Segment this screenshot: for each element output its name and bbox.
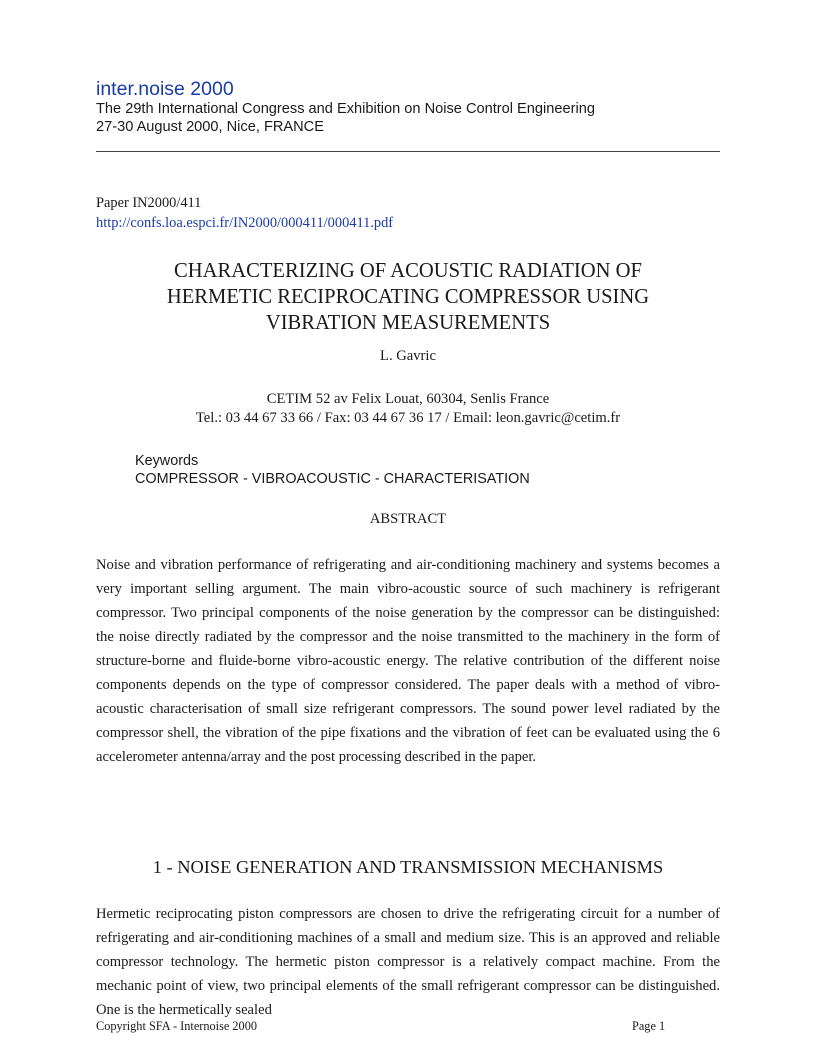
- affiliation-contact: Tel.: 03 44 67 33 66 / Fax: 03 44 67 36 17 / Email: leon.gavric@cetim.fr: [195, 410, 621, 426]
- affiliation: [96, 390, 720, 428]
- paper-title: [96, 258, 720, 336]
- keywords-label: Keywords: [135, 453, 199, 469]
- author: L. Gavric: [380, 348, 436, 364]
- title-line: CHARACTERIZING OF ACOUSTIC RADIATION OF: [174, 260, 642, 282]
- abstract-text: Noise and vibration performance of refrigerating and air-conditioning machinery and systems becomes a very important selling argument. The main vibro-acoustic source of such machinery is refrigerant compressor. Two principal components of the noise generation by the compressor can be distinguished: the noise directly radiated by the compressor and the noise transmitted to the machinery in the form of structure-borne and fluide-borne vibro-acoustic energy. The relative contribution of the different noise components depends on the type of compressor considered. The paper deals with a method of vibro-acoustic characterisation of small size refrigerant compressors. The sound power level radiated by the compressor shell, the vibration of the pipe fixations and the vibration of feet can be evaluated using the 6 accelerometer antenna/array and the post processing described in the paper.: [96, 557, 720, 765]
- congress-title: The 29th International Congress and Exhibition on Noise Control Engineering: [96, 101, 595, 117]
- footer-page-number: Page 1: [632, 1019, 666, 1033]
- header-divider: [96, 151, 720, 152]
- conference-header: [96, 78, 720, 136]
- conference-dates: 27-30 August 2000, Nice, FRANCE: [96, 119, 324, 135]
- keywords: [135, 452, 530, 488]
- footer-copyright: Copyright SFA - Internoise 2000: [96, 1019, 257, 1033]
- title-line: VIBRATION MEASUREMENTS: [265, 312, 551, 334]
- title-line: HERMETIC RECIPROCATING COMPRESSOR USING: [166, 286, 650, 308]
- paper-id: Paper IN2000/411: [96, 195, 202, 211]
- abstract-heading: ABSTRACT: [369, 511, 447, 527]
- keywords-values: COMPRESSOR - VIBROACOUSTIC - CHARACTERISATION: [135, 471, 530, 487]
- affiliation-address: CETIM 52 av Felix Louat, 60304, Senlis France: [266, 391, 550, 407]
- section-heading: 1 - NOISE GENERATION AND TRANSMISSION MECHANISMS: [152, 857, 664, 877]
- conference-name: inter.noise 2000: [96, 78, 234, 100]
- section-text: Hermetic reciprocating piston compressors are chosen to drive the refrigerating circuit for a number of refrigerating and air-conditioning machines of a small and medium size. This is an approved and reliable compressor technology. The hermetic piston compressor is a relatively compact machine. From the mechanic point of view, two principal elements of the small refrigerant compressor can be distinguished. One is the hermetically sealed: [96, 906, 720, 1018]
- paper-url-link[interactable]: http://confs.loa.espci.fr/IN2000/000411/000411.pdf: [96, 215, 394, 231]
